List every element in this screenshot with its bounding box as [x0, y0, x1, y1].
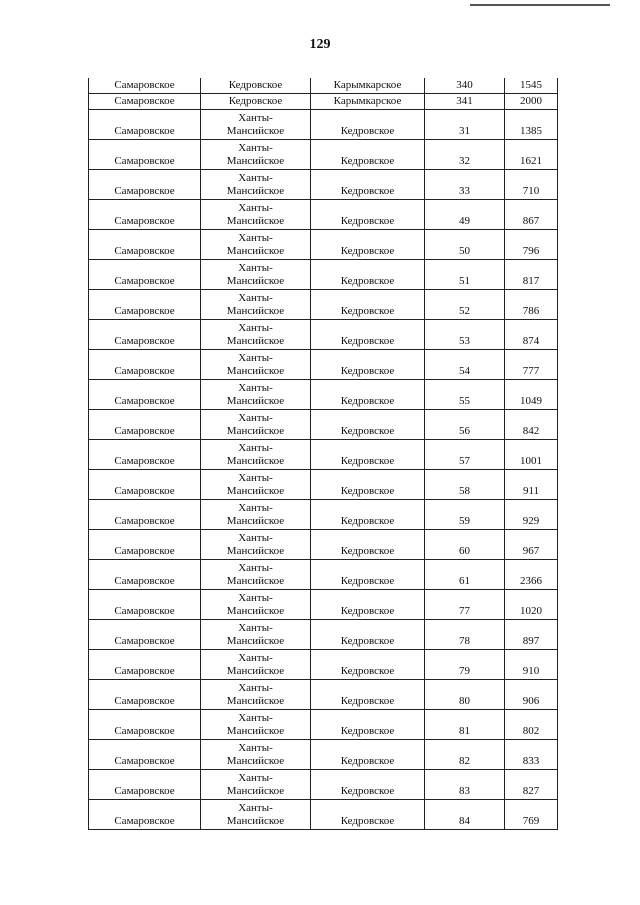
cell-number: 341 [425, 94, 505, 110]
cell-via: Ханты- Мансийское [201, 500, 311, 530]
cell-via: Ханты- Мансийское [201, 800, 311, 830]
cell-to: Кедровское [311, 320, 425, 350]
cell-from: Самаровское [89, 290, 201, 320]
cell-via: Ханты- Мансийское [201, 170, 311, 200]
cell-number: 51 [425, 260, 505, 290]
cell-via: Ханты- Мансийское [201, 740, 311, 770]
cell-via: Ханты- Мансийское [201, 650, 311, 680]
cell-from: Самаровское [89, 710, 201, 740]
cell-to: Кедровское [311, 500, 425, 530]
cell-from: Самаровское [89, 200, 201, 230]
cell-value: 910 [505, 650, 558, 680]
cell-number: 31 [425, 110, 505, 140]
table-row [89, 410, 558, 440]
cell-via: Ханты- Мансийское [201, 200, 311, 230]
cell-value: 1621 [505, 140, 558, 170]
cell-to: Карымкарское [311, 78, 425, 94]
cell-number: 80 [425, 680, 505, 710]
table-row [89, 170, 558, 200]
cell-to: Кедровское [311, 230, 425, 260]
cell-to: Кедровское [311, 380, 425, 410]
table-row [89, 500, 558, 530]
table-row [89, 800, 558, 830]
cell-from: Самаровское [89, 500, 201, 530]
cell-number: 59 [425, 500, 505, 530]
table-row [89, 290, 558, 320]
cell-via: Ханты- Мансийское [201, 230, 311, 260]
cell-number: 49 [425, 200, 505, 230]
cell-value: 874 [505, 320, 558, 350]
cell-number: 82 [425, 740, 505, 770]
cell-value: 867 [505, 200, 558, 230]
cell-from: Самаровское [89, 620, 201, 650]
cell-value: 796 [505, 230, 558, 260]
cell-from: Самаровское [89, 94, 201, 110]
cell-from: Самаровское [89, 78, 201, 94]
cell-to: Кедровское [311, 530, 425, 560]
cell-value: 786 [505, 290, 558, 320]
cell-to: Кедровское [311, 650, 425, 680]
table-row [89, 740, 558, 770]
cell-number: 33 [425, 170, 505, 200]
cell-number: 81 [425, 710, 505, 740]
cell-number: 56 [425, 410, 505, 440]
cell-number: 77 [425, 590, 505, 620]
cell-via: Ханты- Мансийское [201, 590, 311, 620]
cell-from: Самаровское [89, 650, 201, 680]
cell-value: 710 [505, 170, 558, 200]
cell-to: Кедровское [311, 680, 425, 710]
cell-number: 52 [425, 290, 505, 320]
cell-via: Ханты- Мансийское [201, 560, 311, 590]
table-row [89, 94, 558, 110]
cell-number: 54 [425, 350, 505, 380]
cell-value: 906 [505, 680, 558, 710]
records-table [88, 78, 558, 830]
table-row [89, 440, 558, 470]
cell-via: Ханты- Мансийское [201, 350, 311, 380]
cell-from: Самаровское [89, 740, 201, 770]
cell-to: Кедровское [311, 170, 425, 200]
table-row [89, 200, 558, 230]
cell-via: Ханты- Мансийское [201, 770, 311, 800]
cell-from: Самаровское [89, 530, 201, 560]
cell-number: 32 [425, 140, 505, 170]
cell-via: Ханты- Мансийское [201, 140, 311, 170]
cell-value: 1545 [505, 78, 558, 94]
cell-to: Карымкарское [311, 94, 425, 110]
table-row [89, 320, 558, 350]
cell-value: 1049 [505, 380, 558, 410]
cell-number: 78 [425, 620, 505, 650]
table-row [89, 770, 558, 800]
cell-number: 61 [425, 560, 505, 590]
table-row [89, 470, 558, 500]
cell-value: 929 [505, 500, 558, 530]
cell-value: 1001 [505, 440, 558, 470]
cell-value: 769 [505, 800, 558, 830]
cell-from: Самаровское [89, 440, 201, 470]
table-row [89, 78, 558, 94]
table-row [89, 560, 558, 590]
cell-value: 2000 [505, 94, 558, 110]
cell-to: Кедровское [311, 800, 425, 830]
cell-from: Самаровское [89, 320, 201, 350]
cell-value: 833 [505, 740, 558, 770]
cell-from: Самаровское [89, 380, 201, 410]
cell-from: Самаровское [89, 590, 201, 620]
cell-number: 50 [425, 230, 505, 260]
cell-value: 827 [505, 770, 558, 800]
cell-to: Кедровское [311, 560, 425, 590]
cell-value: 817 [505, 260, 558, 290]
cell-number: 84 [425, 800, 505, 830]
cell-via: Ханты- Мансийское [201, 680, 311, 710]
cell-to: Кедровское [311, 290, 425, 320]
cell-from: Самаровское [89, 680, 201, 710]
cell-via: Ханты- Мансийское [201, 530, 311, 560]
page-number: 129 [309, 37, 331, 52]
cell-number: 57 [425, 440, 505, 470]
cell-from: Самаровское [89, 170, 201, 200]
cell-from: Самаровское [89, 350, 201, 380]
cell-to: Кедровское [311, 440, 425, 470]
cell-to: Кедровское [311, 470, 425, 500]
table-row [89, 620, 558, 650]
cell-via: Ханты- Мансийское [201, 470, 311, 500]
table-row [89, 140, 558, 170]
cell-number: 83 [425, 770, 505, 800]
cell-via: Ханты- Мансийское [201, 260, 311, 290]
cell-via: Ханты- Мансийское [201, 110, 311, 140]
cell-value: 897 [505, 620, 558, 650]
cell-value: 802 [505, 710, 558, 740]
cell-from: Самаровское [89, 800, 201, 830]
cell-number: 79 [425, 650, 505, 680]
cell-from: Самаровское [89, 770, 201, 800]
cell-from: Самаровское [89, 230, 201, 260]
cell-via: Ханты- Мансийское [201, 320, 311, 350]
cell-to: Кедровское [311, 110, 425, 140]
cell-via: Кедровское [201, 94, 311, 110]
cell-number: 60 [425, 530, 505, 560]
cell-to: Кедровское [311, 200, 425, 230]
cell-via: Ханты- Мансийское [201, 380, 311, 410]
cell-value: 967 [505, 530, 558, 560]
table-row [89, 710, 558, 740]
cell-value: 2366 [505, 560, 558, 590]
cell-to: Кедровское [311, 710, 425, 740]
cell-number: 55 [425, 380, 505, 410]
cell-via: Ханты- Мансийское [201, 440, 311, 470]
cell-via: Ханты- Мансийское [201, 410, 311, 440]
cell-to: Кедровское [311, 740, 425, 770]
cell-via: Ханты- Мансийское [201, 620, 311, 650]
cell-to: Кедровское [311, 260, 425, 290]
cell-from: Самаровское [89, 110, 201, 140]
cell-from: Самаровское [89, 410, 201, 440]
cell-value: 777 [505, 350, 558, 380]
cell-to: Кедровское [311, 410, 425, 440]
table-row [89, 680, 558, 710]
cell-to: Кедровское [311, 350, 425, 380]
cell-value: 1020 [505, 590, 558, 620]
table-row [89, 530, 558, 560]
table-row [89, 260, 558, 290]
cell-via: Ханты- Мансийское [201, 710, 311, 740]
cell-to: Кедровское [311, 140, 425, 170]
cell-from: Самаровское [89, 470, 201, 500]
table-row [89, 110, 558, 140]
cell-to: Кедровское [311, 590, 425, 620]
cell-from: Самаровское [89, 560, 201, 590]
cell-number: 340 [425, 78, 505, 94]
cell-value: 1385 [505, 110, 558, 140]
cell-via: Кедровское [201, 78, 311, 94]
table-row [89, 650, 558, 680]
table-row [89, 590, 558, 620]
records-table-body [89, 78, 558, 830]
corner-rule [470, 4, 610, 6]
table-row [89, 230, 558, 260]
cell-from: Самаровское [89, 140, 201, 170]
table-row [89, 380, 558, 410]
cell-from: Самаровское [89, 260, 201, 290]
table-row [89, 350, 558, 380]
cell-value: 842 [505, 410, 558, 440]
cell-to: Кедровское [311, 620, 425, 650]
cell-via: Ханты- Мансийское [201, 290, 311, 320]
cell-value: 911 [505, 470, 558, 500]
cell-to: Кедровское [311, 770, 425, 800]
cell-number: 58 [425, 470, 505, 500]
cell-number: 53 [425, 320, 505, 350]
